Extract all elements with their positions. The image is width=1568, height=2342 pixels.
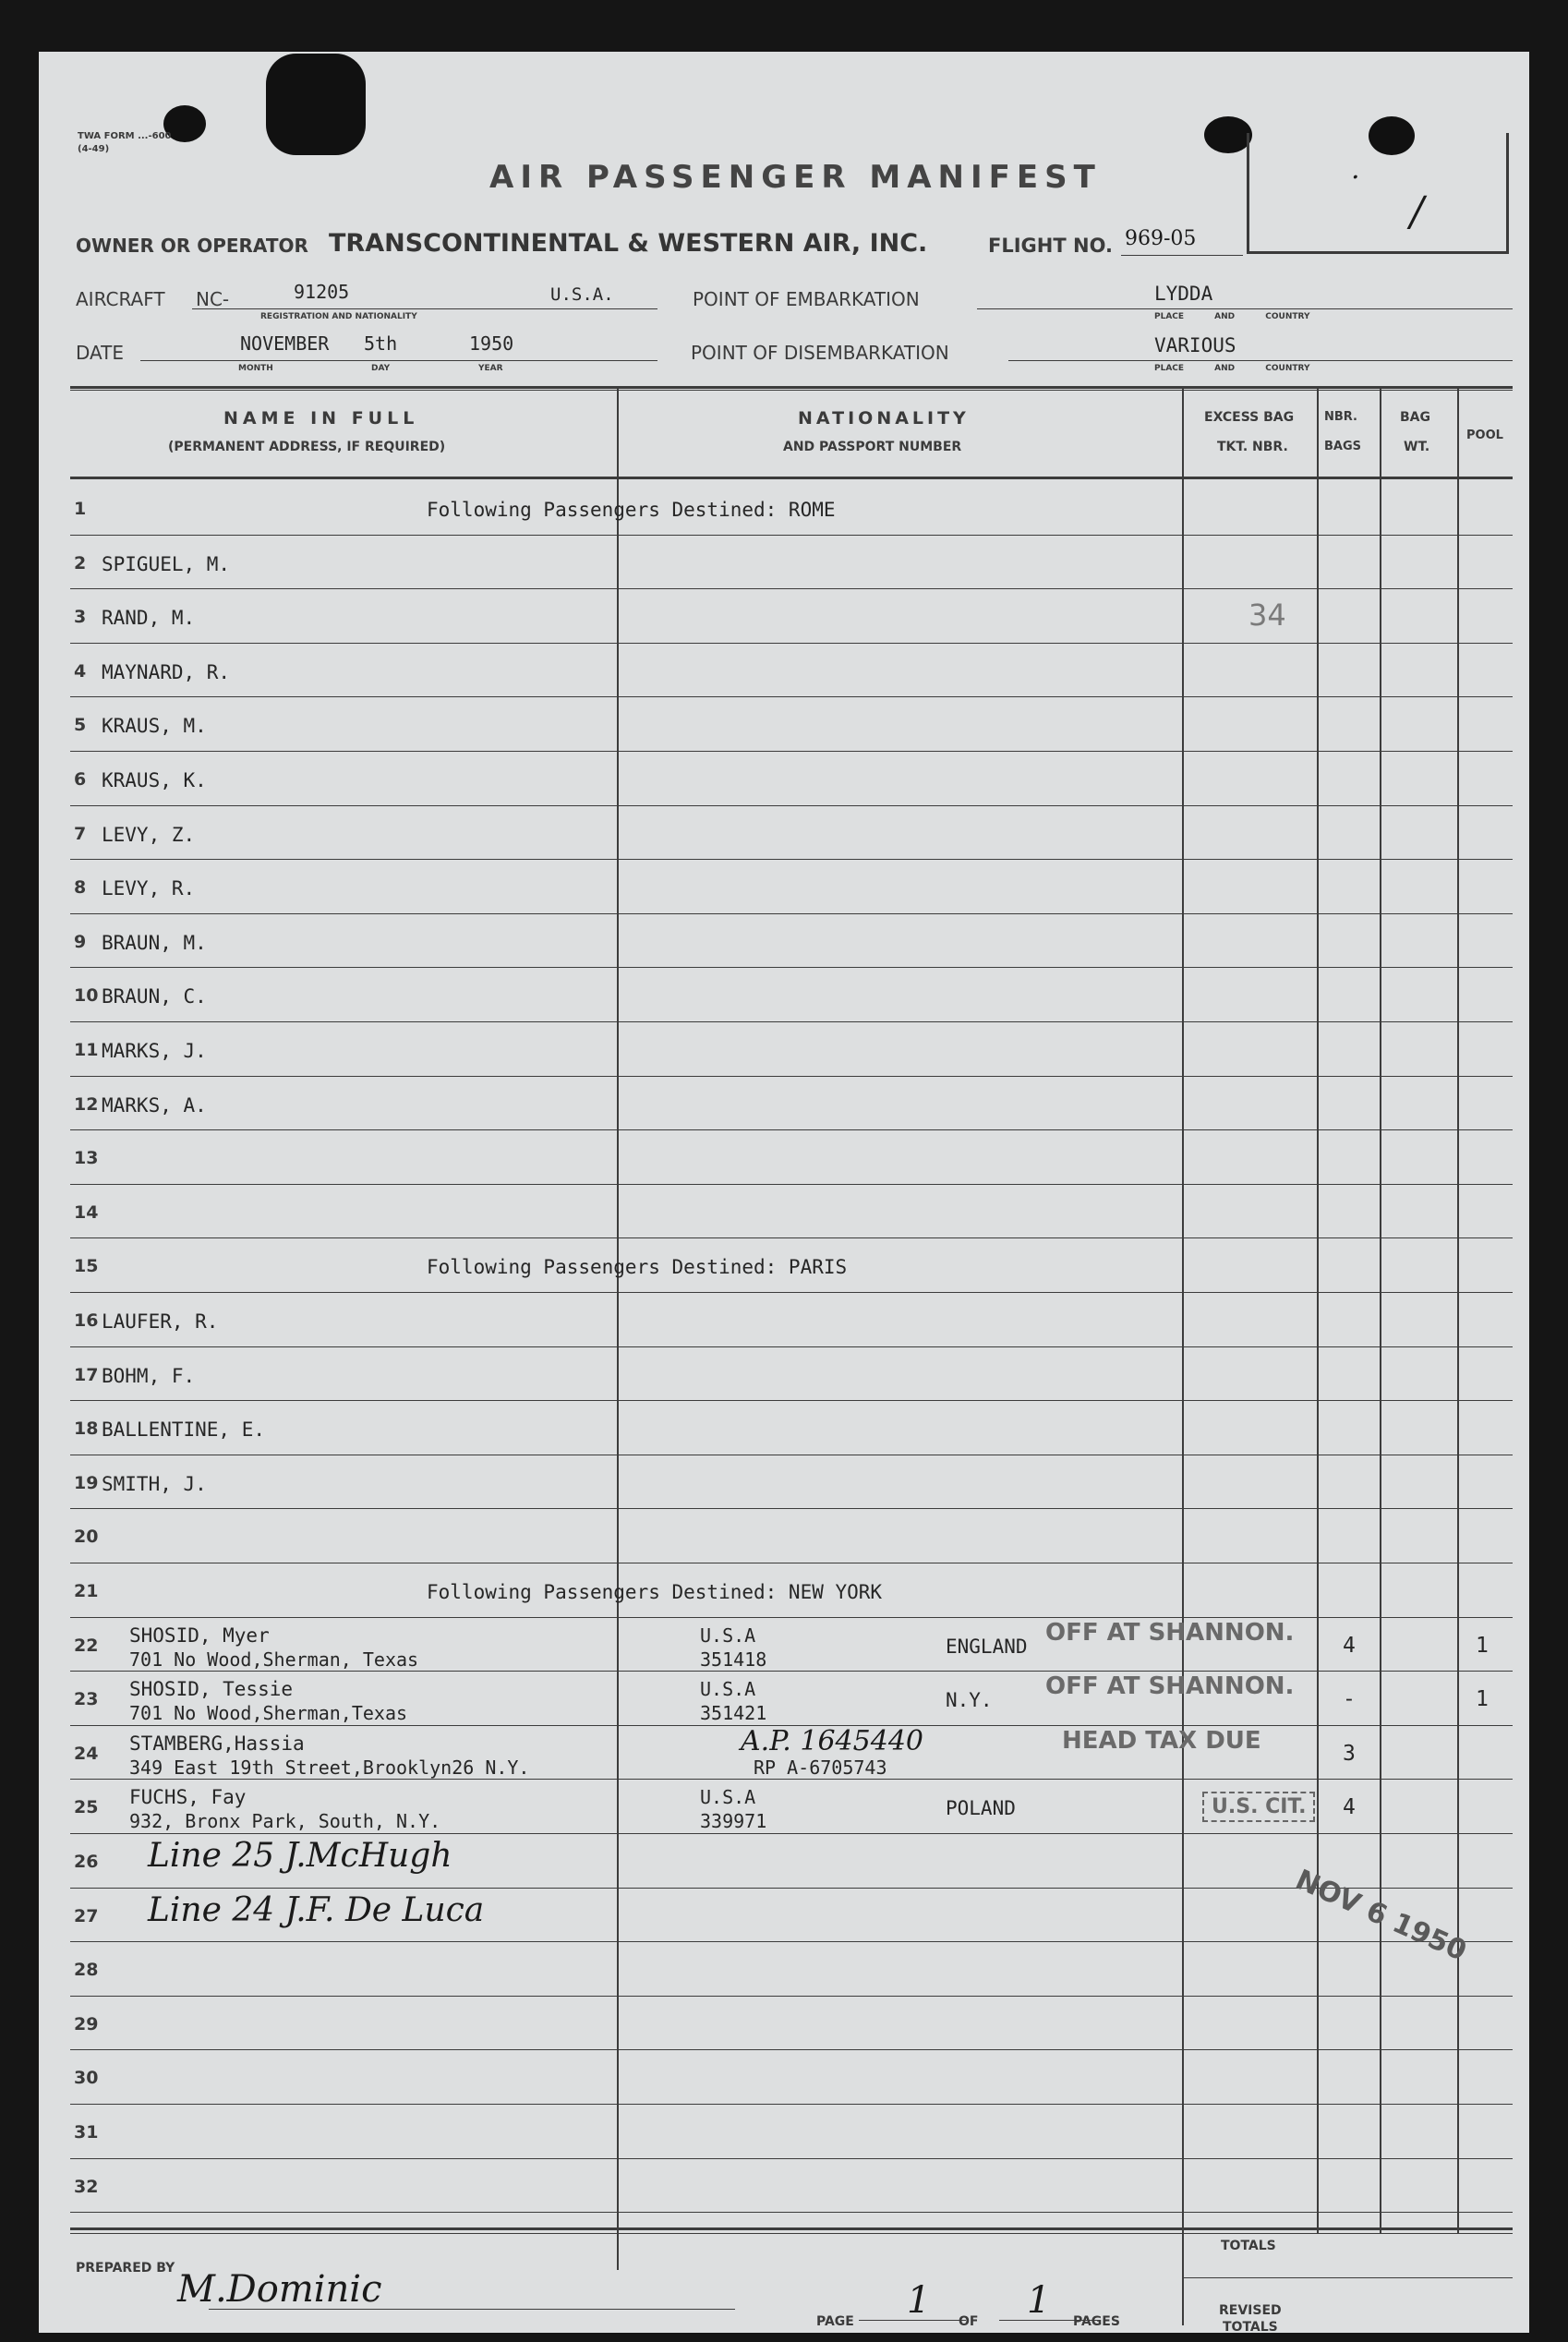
page-value: 1 <box>907 2279 931 2322</box>
row-divider <box>70 1400 1513 1401</box>
remark-stamp: OFF AT SHANNON. <box>1045 1618 1295 1647</box>
row-number: 6 <box>74 769 87 790</box>
row-divider <box>70 1237 1513 1238</box>
row-number: 12 <box>74 1093 99 1115</box>
row-number: 20 <box>74 1527 99 1548</box>
box-mark: . <box>1351 153 1360 186</box>
passenger-name: SHOSID, Myer <box>129 1624 270 1647</box>
row-divider <box>70 2212 1513 2213</box>
passenger-name: LEVY, R. <box>102 877 196 900</box>
date-month: NOVEMBER <box>240 332 330 355</box>
page-title: AIR PASSENGER MANIFEST <box>489 159 1102 196</box>
row-number: 4 <box>74 660 87 682</box>
row-number: 14 <box>74 1201 99 1223</box>
row-number: 1 <box>74 499 87 519</box>
passenger-name: MARKS, J. <box>102 1040 207 1062</box>
column-header-bag: BAG <box>1400 410 1430 425</box>
aircraft-label: AIRCRAFT <box>76 288 165 310</box>
row-divider <box>70 588 1513 589</box>
date-label: DATE <box>76 342 125 364</box>
passenger-name: BALLENTINE, E. <box>102 1418 266 1442</box>
row-number: 7 <box>74 823 87 844</box>
column-header-nationality: NATIONALITY <box>798 408 970 429</box>
row-number: 23 <box>74 1689 99 1710</box>
excess-bag-ticket: 34 <box>1248 598 1286 634</box>
row-divider <box>70 1833 1513 1834</box>
page-label: PAGE <box>816 2314 854 2329</box>
date-year: 1950 <box>469 332 514 355</box>
passenger-address: 701 No Wood,Sherman,Texas <box>129 1702 408 1725</box>
aircraft-registration: 91205 <box>294 281 350 303</box>
row-divider <box>70 2049 1513 2050</box>
row-number: 3 <box>74 607 87 628</box>
row-divider <box>70 913 1513 914</box>
number-of-bags: 4 <box>1343 1795 1356 1820</box>
revised-totals-label: TOTALS <box>1223 2320 1278 2333</box>
row-number: 8 <box>74 877 87 899</box>
passenger-nationality: U.S.A <box>700 1624 756 1647</box>
column-sub-nationality: AND PASSPORT NUMBER <box>783 440 962 454</box>
remark-stamp: HEAD TAX DUE <box>1062 1726 1261 1755</box>
row-divider <box>70 967 1513 968</box>
aircraft-prefix: NC- <box>196 288 230 310</box>
passenger-name: BRAUN, M. <box>102 931 207 954</box>
number-of-bags: 3 <box>1343 1741 1356 1766</box>
number-of-bags: - <box>1343 1687 1356 1712</box>
passenger-name: MAYNARD, R. <box>102 660 231 683</box>
row-number: 24 <box>74 1743 99 1764</box>
column-header-nbr: NBR. <box>1324 410 1357 424</box>
passenger-name: SPIGUEL, M. <box>102 552 231 575</box>
row-number: 19 <box>74 1472 99 1493</box>
column-header-excess: EXCESS BAG <box>1204 410 1295 425</box>
passenger-name: KRAUS, K. <box>102 769 207 791</box>
passenger-name: BRAUN, C. <box>102 985 207 1008</box>
passenger-name: FUCHS, Fay <box>129 1786 247 1809</box>
handwritten-note: Line 25 J.McHugh <box>148 1837 452 1875</box>
remark-stamp: U.S. CIT. <box>1202 1792 1315 1822</box>
prepared-by-label: PREPARED BY <box>76 2261 175 2276</box>
row-divider <box>70 751 1513 752</box>
passenger-address: 932, Bronx Park, South, N.Y. <box>129 1810 441 1833</box>
passenger-name: LAUFER, R. <box>102 1310 219 1333</box>
pool-value: 1 <box>1476 1633 1489 1658</box>
row-divider <box>70 1292 1513 1293</box>
column-sub-bag: WT. <box>1404 440 1430 454</box>
passenger-address: 701 No Wood,Sherman, Texas <box>129 1648 419 1671</box>
destination-section: Following Passengers Destined: PARIS <box>427 1256 848 1279</box>
row-number: 29 <box>74 2013 99 2034</box>
row-number: 26 <box>74 1852 99 1872</box>
row-number: 16 <box>74 1310 99 1331</box>
passenger-name: BOHM, F. <box>102 1364 196 1387</box>
row-number: 21 <box>74 1581 99 1601</box>
pages-label: PAGES <box>1073 2314 1120 2329</box>
manifest-page <box>39 52 1529 2333</box>
passenger-name: LEVY, Z. <box>102 823 196 846</box>
owner-label: OWNER OR OPERATOR <box>76 235 308 257</box>
row-number: 5 <box>74 715 87 736</box>
of-value: 1 <box>1027 2279 1051 2322</box>
passenger-nationality: U.S.A <box>700 1678 756 1701</box>
aircraft-caption: REGISTRATION AND NATIONALITY <box>260 312 417 321</box>
row-divider <box>70 1184 1513 1185</box>
row-divider <box>70 2158 1513 2159</box>
embarkation-caption: PLACE AND COUNTRY <box>1154 312 1310 321</box>
disembarkation-caption: PLACE AND COUNTRY <box>1154 364 1310 373</box>
row-number: 13 <box>74 1148 99 1169</box>
row-divider <box>70 1508 1513 1509</box>
remark-stamp: OFF AT SHANNON. <box>1045 1672 1295 1701</box>
passenger-destination: POLAND <box>946 1797 1016 1820</box>
embarkation-value: LYDDA <box>1154 283 1213 305</box>
row-number: 18 <box>74 1418 99 1440</box>
passenger-name: MARKS, A. <box>102 1093 207 1117</box>
embarkation-label: POINT OF EMBARKATION <box>693 288 920 310</box>
row-number: 10 <box>74 985 99 1007</box>
passport-number: 351421 <box>700 1702 767 1725</box>
destination-section: Following Passengers Destined: NEW YORK <box>427 1581 883 1603</box>
row-divider <box>70 1779 1513 1780</box>
date-stamp: NOV 6 1950 <box>1290 1864 1472 1968</box>
row-number: 32 <box>74 2176 99 2197</box>
row-number: 31 <box>74 2122 99 2143</box>
row-divider <box>70 1996 1513 1997</box>
disembarkation-value: VARIOUS <box>1154 334 1236 356</box>
owner-value: TRANSCONTINENTAL & WESTERN AIR, INC. <box>329 229 928 258</box>
row-number: 27 <box>74 1905 99 1926</box>
date-caption-day: DAY <box>371 364 391 373</box>
passenger-name: RAND, M. <box>102 607 196 630</box>
row-number: 9 <box>74 931 87 952</box>
row-number: 17 <box>74 1364 99 1385</box>
form-date: (4-49) <box>78 144 110 154</box>
flight-box <box>1247 133 1509 254</box>
aircraft-nationality: U.S.A. <box>550 284 614 305</box>
row-divider <box>70 696 1513 697</box>
flight-value: 969-05 <box>1125 227 1197 250</box>
form-number: TWA FORM ...-600 <box>78 131 172 141</box>
passenger-destination: N.Y. <box>946 1689 993 1712</box>
row-divider <box>70 1941 1513 1942</box>
ink-blot <box>1204 116 1252 153</box>
row-number: 22 <box>74 1635 99 1656</box>
column-header-pool: POOL <box>1466 429 1503 442</box>
row-divider <box>70 1617 1513 1618</box>
row-divider <box>70 859 1513 860</box>
passenger-destination: ENGLAND <box>946 1635 1028 1658</box>
passenger-name: KRAUS, M. <box>102 715 207 738</box>
passport-number: RP A-6705743 <box>754 1756 887 1779</box>
column-sub-excess: TKT. NBR. <box>1217 440 1288 454</box>
prepared-by-signature: M.Dominic <box>177 2268 382 2311</box>
totals-label: TOTALS <box>1221 2239 1276 2253</box>
row-divider <box>70 1021 1513 1022</box>
destination-section: Following Passengers Destined: ROME <box>427 499 836 521</box>
row-divider <box>70 1346 1513 1347</box>
column-sub-nbr: BAGS <box>1324 440 1362 453</box>
row-number: 25 <box>74 1797 99 1818</box>
column-header-name: NAME IN FULL <box>223 408 419 429</box>
row-divider <box>70 535 1513 536</box>
of-label: OF <box>959 2314 979 2329</box>
box-mark: / <box>1410 188 1424 235</box>
row-divider <box>70 1671 1513 1672</box>
row-number: 2 <box>74 552 87 573</box>
pool-value: 1 <box>1476 1687 1489 1712</box>
passport-number: 339971 <box>700 1810 767 1833</box>
passenger-name: SHOSID, Tessie <box>129 1678 294 1701</box>
row-number: 15 <box>74 1256 99 1277</box>
flight-label: FLIGHT NO. <box>988 235 1113 257</box>
revised-label: REVISED <box>1219 2303 1282 2318</box>
passenger-nationality: U.S.A <box>700 1786 756 1809</box>
column-sub-name: (PERMANENT ADDRESS, IF REQUIRED) <box>168 440 446 454</box>
row-divider <box>70 1129 1513 1130</box>
disembarkation-label: POINT OF DISEMBARKATION <box>691 342 949 364</box>
passenger-address: 349 East 19th Street,Brooklyn26 N.Y. <box>129 1756 530 1779</box>
row-divider <box>70 643 1513 644</box>
row-divider <box>70 2104 1513 2105</box>
passenger-name: SMITH, J. <box>102 1472 207 1495</box>
row-number: 11 <box>74 1040 99 1060</box>
passenger-name: STAMBERG,Hassia <box>129 1732 305 1755</box>
date-day: 5th <box>364 332 398 355</box>
number-of-bags: 4 <box>1343 1633 1356 1658</box>
row-number: 30 <box>74 2068 99 2089</box>
date-caption-year: YEAR <box>478 364 503 373</box>
row-divider <box>70 805 1513 806</box>
passport-number: 351418 <box>700 1648 767 1671</box>
date-caption-month: MONTH <box>238 364 273 373</box>
row-number: 28 <box>74 1960 99 1981</box>
handwritten-note: Line 24 J.F. De Luca <box>148 1890 485 1929</box>
passenger-nationality: A.P. 1645440 <box>741 1724 923 1757</box>
row-divider <box>70 1076 1513 1077</box>
ink-blot <box>266 54 366 155</box>
